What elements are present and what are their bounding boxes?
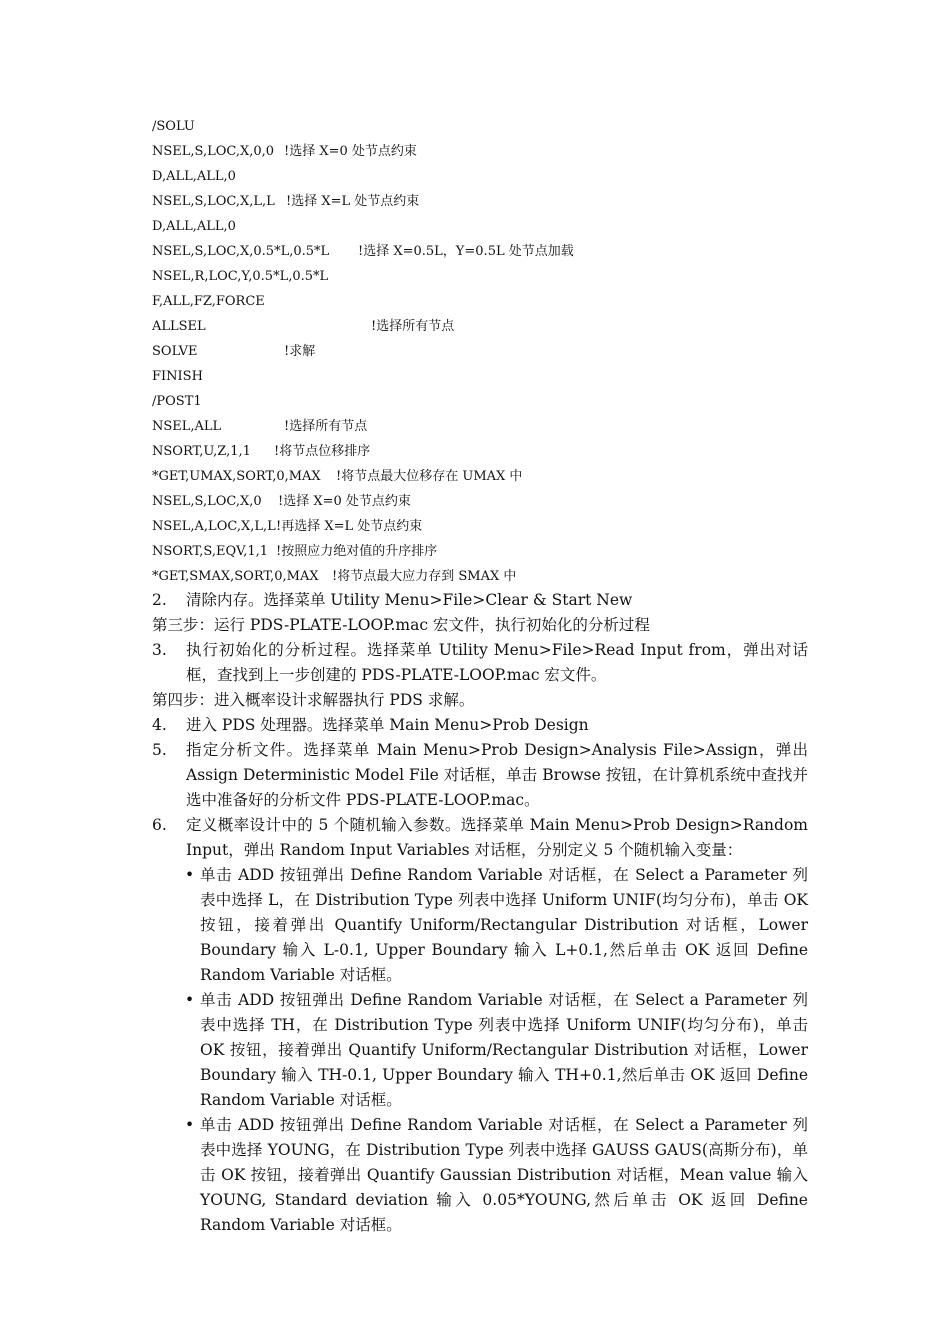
apdl-code-block	[152, 114, 852, 589]
step-4-heading: 第四步：进入概率设计求解器执行 PDS 求解。	[152, 691, 475, 709]
code-comment: !将节点最大应力存到 SMAX 中	[332, 569, 517, 584]
code-comment: !求解	[284, 344, 316, 359]
code-comment: !选择 X=L 处节点约束	[286, 194, 420, 209]
code-line: SOLVE !求解	[152, 339, 852, 364]
code-comment: !选择所有节点	[284, 419, 368, 434]
code-line: D,ALL,ALL,0	[152, 169, 236, 184]
list-item-2: 2. 清除内存。选择菜单 Utility Menu>File>Clear & Start New	[152, 591, 633, 609]
code-comment: !选择 X=0 处节点约束	[284, 144, 417, 159]
bullet-item: • 单击 ADD 按钮弹出 Define Random Variable 对话框，在 Select a Parameter 列表中选择 L，在 Distribution Type 列表中选择 Uniform UNIF(均匀分布)，单击 OK 按钮，接着弹出 Quantify Uniform/Rectangular Distribution 对话框，Lower Boundary 输入 L-0.1, Upper Boundary 输入 L+0.1,然后单击 OK 返回 Define Random Variable 对话框。	[152, 863, 808, 988]
list-item-4: 4. 进入 PDS 处理器。选择菜单 Main Menu>Prob Design	[152, 716, 589, 734]
code-line: NSEL,S,LOC,X,0 !选择 X=0 处节点约束	[152, 489, 852, 514]
code-line: *GET,SMAX,SORT,0,MAX !将节点最大应力存到 SMAX 中	[152, 564, 852, 589]
code-comment: !选择 X=0 处节点约束	[278, 494, 411, 509]
code-comment: !选择所有节点	[371, 319, 455, 334]
code-line: FINISH	[152, 369, 203, 384]
code-line: ALLSEL !选择所有节点	[152, 314, 852, 339]
bullet-icon: •	[185, 1116, 195, 1134]
code-line: /SOLU	[152, 119, 195, 134]
code-line: D,ALL,ALL,0	[152, 219, 236, 234]
code-comment: !选择 X=0.5L，Y=0.5L 处节点加载	[358, 244, 574, 259]
code-comment: !将节点位移排序	[274, 444, 371, 459]
code-line: NSEL,A,LOC,X,L,L !再选择 X=L 处节点约束	[152, 514, 852, 539]
code-line: NSEL,S,LOC,X,L,L !选择 X=L 处节点约束	[152, 189, 852, 214]
code-line: NSEL,S,LOC,X,0,0 !选择 X=0 处节点约束	[152, 139, 852, 164]
code-line: /POST1	[152, 394, 202, 409]
document-body	[152, 588, 808, 1238]
bullet-icon: •	[185, 866, 195, 884]
list-item-3: 3. 执行初始化的分析过程。选择菜单 Utility Menu>File>Read Input from，弹出对话框，查找到上一步创建的 PDS-PLATE-LOOP.mac 宏文件。	[152, 641, 808, 684]
code-line: NSEL,ALL !选择所有节点	[152, 414, 852, 439]
code-line: F,ALL,FZ,FORCE	[152, 294, 265, 309]
code-line: NSEL,S,LOC,X,0.5*L,0.5*L !选择 X=0.5L，Y=0.5L 处节点加载	[152, 239, 852, 264]
code-line: NSEL,R,LOC,Y,0.5*L,0.5*L	[152, 269, 329, 284]
code-comment: !再选择 X=L 处节点约束	[276, 519, 423, 534]
code-line: *GET,UMAX,SORT,0,MAX !将节点最大位移存在 UMAX 中	[152, 464, 852, 489]
list-item-6: 6. 定义概率设计中的 5 个随机输入参数。选择菜单 Main Menu>Prob Design>Random Input，弹出 Random Input Variables 对话框，分别定义 5 个随机输入变量：	[152, 816, 808, 859]
code-line: NSORT,U,Z,1,1 !将节点位移排序	[152, 439, 852, 464]
bullet-item: • 单击 ADD 按钮弹出 Define Random Variable 对话框，在 Select a Parameter 列表中选择 TH，在 Distribution Type 列表中选择 Uniform UNIF(均匀分布)，单击 OK 按钮，接着弹出 Quantify Uniform/Rectangular Distribution 对话框，Lower Boundary 输入 TH-0.1, Upper Boundary 输入 TH+0.1,然后单击 OK 返回 Define Random Variable 对话框。	[152, 988, 808, 1113]
list-item-5: 5. 指定分析文件。选择菜单 Main Menu>Prob Design>Analysis File>Assign，弹出 Assign Deterministic Model File 对话框，单击 Browse 按钮，在计算机系统中查找并选中准备好的分析文件 PDS-PLATE-LOOP.mac。	[152, 741, 808, 809]
code-comment: !将节点最大位移存在 UMAX 中	[336, 469, 523, 484]
step-3-heading: 第三步：运行 PDS-PLATE-LOOP.mac 宏文件，执行初始化的分析过程	[152, 616, 650, 634]
code-comment: !按照应力绝对值的升序排序	[276, 544, 438, 559]
code-line: NSORT,S,EQV,1,1 !按照应力绝对值的升序排序	[152, 539, 852, 564]
bullet-icon: •	[185, 991, 195, 1009]
bullet-item: • 单击 ADD 按钮弹出 Define Random Variable 对话框，在 Select a Parameter 列表中选择 YOUNG，在 Distribution Type 列表中选择 GAUSS GAUS(高斯分布)，单击 OK 按钮，接着弹出 Quantify Gaussian Distribution 对话框，Mean value 输入 YOUNG, Standard deviation 输入 0.05*YOUNG,然后单击 OK 返回 Define Random Variable 对话框。	[152, 1113, 808, 1238]
